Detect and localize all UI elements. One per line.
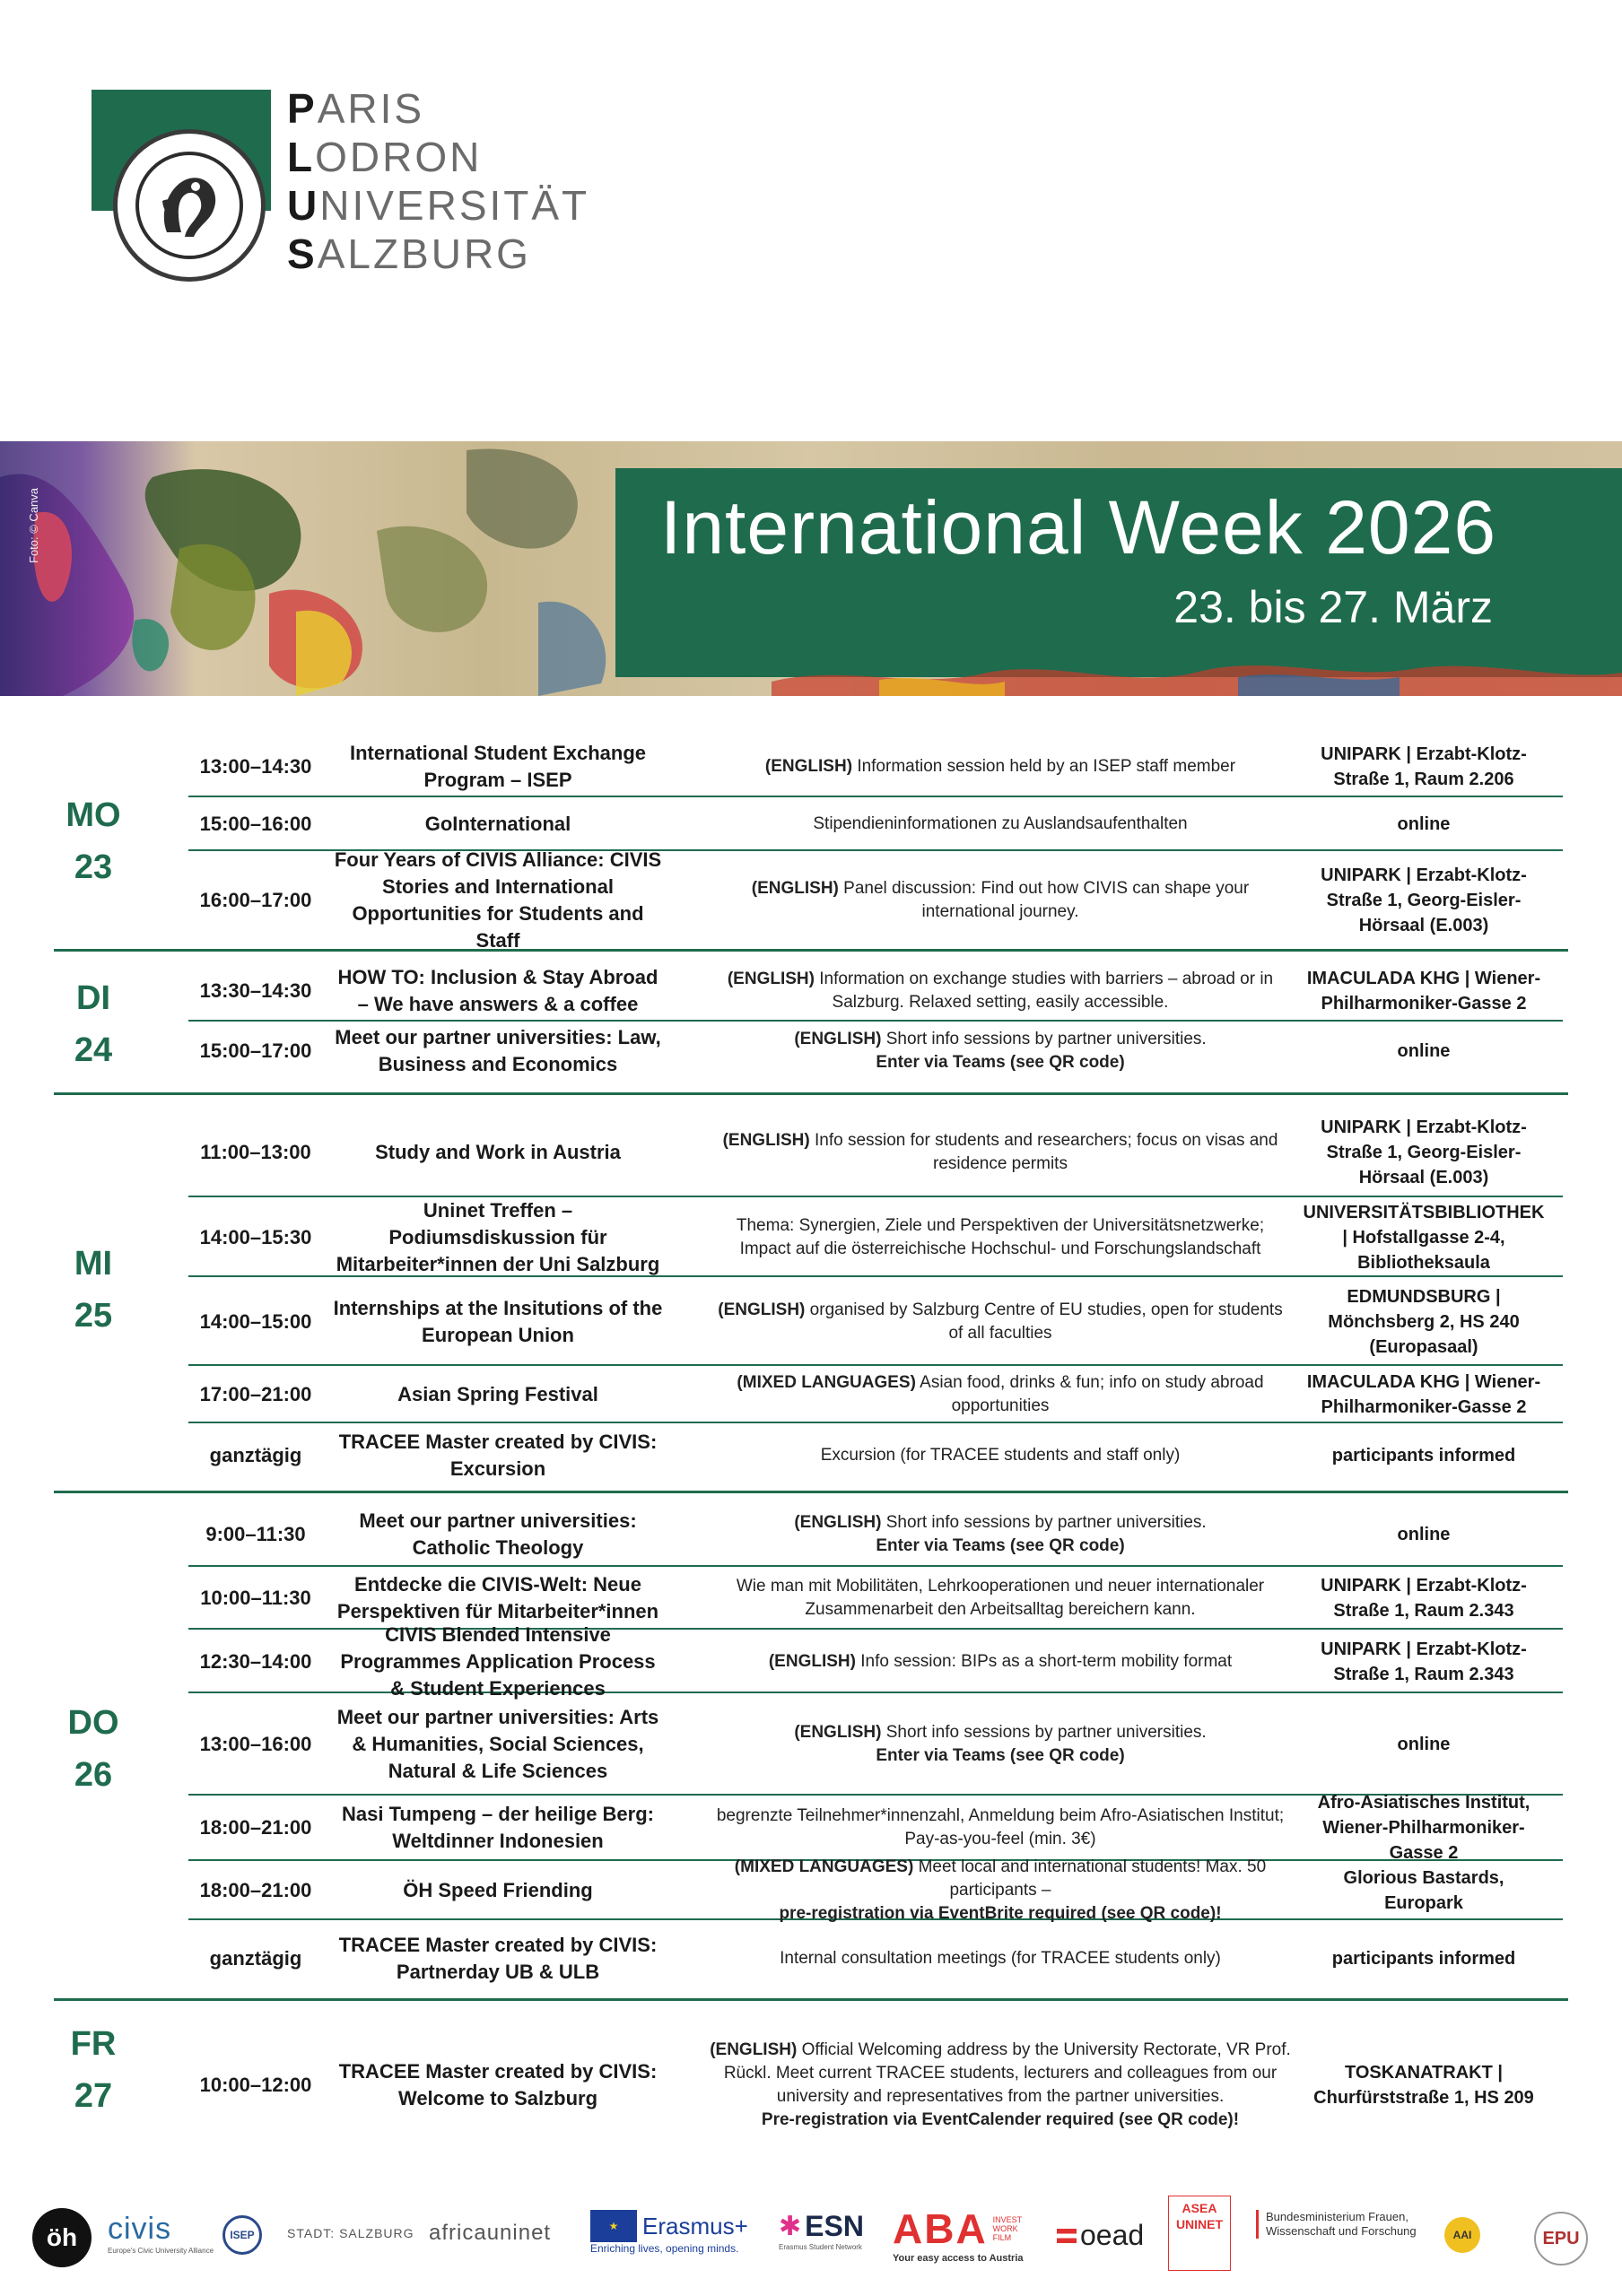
event-description (709, 1721, 1292, 1768)
epu-logo (1534, 2212, 1588, 2266)
event-location: UNIVERSITÄTSBIBLIOTHEK | Hofstallgasse 2-4, Bibliotheksaula (1303, 1203, 1545, 1273)
event-description (709, 968, 1292, 1014)
event-location: UNIPARK | Erzabt-Klotz-Straße 1, Georg-Eisler-Hörsaal (E.003) (1321, 865, 1527, 935)
event-time: 15:00–17:00 (199, 1039, 312, 1062)
erasmus-logo (590, 2210, 748, 2255)
event-title: Meet our partner universities: Catholic Theology (359, 1509, 637, 1559)
event-description-text: Thema: Synergien, Ziele und Perspektiven der Universitätsnetzwerke; Impact auf die österreichische Hochschul- und Forschungslandschaft (736, 1216, 1265, 1258)
aba-logo-text: ABA (893, 2205, 988, 2252)
day-number: 23 (74, 848, 113, 886)
event-location: IMACULADA KHG | Wiener-Philharmoniker-Gasse 2 (1306, 969, 1541, 1013)
event-title: TRACEE Master created by CIVIS: Welcome to Salzburg (338, 2060, 658, 2109)
event-language: (ENGLISH) (794, 1723, 882, 1742)
event-time: 14:00–15:30 (199, 1226, 312, 1248)
civis-logo-subtitle: Europe's Civic University Alliance (108, 2247, 214, 2255)
logo-line-paris: PARIS (287, 85, 425, 132)
day-number: 25 (74, 1297, 113, 1335)
event-title: Internships at the Insitutions of the European Union (333, 1297, 663, 1346)
event-row (188, 1279, 1563, 1365)
event-description-text: Stipendieninformationen zu Auslandsaufenthalten (813, 814, 1188, 833)
aba-logo-side: INVEST WORK FILM (992, 2215, 1023, 2242)
event-description-text: Panel discussion: Find out how CIVIS can shape your international journey. (843, 879, 1250, 921)
event-description-text: Information session held by an ISEP staff member (857, 757, 1236, 776)
event-row (188, 1793, 1563, 1863)
event-language: (MIXED LANGUAGES) (734, 1857, 914, 1876)
event-dates: 23. bis 27. März (1173, 582, 1493, 632)
event-time: 9:00–11:30 (205, 1523, 306, 1545)
day-separator (54, 1491, 1568, 1493)
event-title: Four Years of CIVIS Alliance: CIVIS Stories and International Opportunities for Students and Staff (334, 848, 662, 952)
event-description (709, 1371, 1292, 1418)
event-language: (ENGLISH) (794, 1030, 882, 1048)
event-row (188, 1568, 1563, 1629)
event-title: Meet our partner universities: Arts & Humanities, Social Sciences, Natural & Life Sciences (336, 1706, 659, 1782)
event-title: HOW TO: Inclusion & Stay Abroad – We have answers & a coffee (337, 966, 658, 1015)
event-row (188, 1503, 1563, 1566)
page-title: International Week 2026 (660, 485, 1497, 570)
event-description-text: Excursion (for TRACEE students and staff only) (820, 1446, 1181, 1465)
esn-star-icon: ✱ (779, 2212, 802, 2241)
epu-logo-text: EPU (1542, 2228, 1580, 2248)
event-row (188, 737, 1563, 796)
event-row (188, 961, 1563, 1021)
event-registration-note: Enter via Teams (see QR code) (876, 1053, 1125, 1072)
event-title: CIVIS Blended Intensive Programmes Application Process & Student Experiences (340, 1623, 656, 1700)
event-row (188, 1022, 1563, 1080)
event-registration-note: Pre-registration via EventCalender required (see QR code)! (761, 2110, 1240, 2129)
event-row (188, 1198, 1563, 1277)
event-location: participants informed (1331, 1949, 1516, 1969)
event-language: (ENGLISH) (722, 1131, 810, 1150)
asea-uninet-logo-text: ASEA UNINET (1175, 2201, 1224, 2231)
event-row (188, 1424, 1563, 1487)
day-separator (54, 1092, 1568, 1095)
event-description (709, 755, 1292, 778)
logo-line-lodron: LODRON (287, 134, 483, 180)
isep-logo-text: ISEP (230, 2229, 255, 2241)
event-location: online (1397, 1041, 1451, 1061)
event-location: online (1397, 814, 1451, 834)
day-label (54, 1697, 133, 1801)
event-description-text: Information on exchange studies with barriers – abroad or in Salzburg. Relaxed setting, easily accessible. (819, 970, 1274, 1012)
day-separator (54, 949, 1568, 952)
event-description (709, 1028, 1292, 1074)
event-language: (ENGLISH) (764, 757, 853, 776)
event-registration-note: Enter via Teams (see QR code) (876, 1536, 1125, 1555)
banner-bottom-paint (772, 655, 1622, 696)
event-time: 11:00–13:00 (200, 1141, 311, 1163)
oeh-logo (32, 2208, 92, 2267)
event-time: 17:00–21:00 (199, 1383, 312, 1405)
logo-line-universitaet: UNIVERSITÄT (287, 182, 590, 229)
event-language: (ENGLISH) (727, 970, 815, 988)
university-logo (92, 85, 594, 278)
africauninet-logo (429, 2221, 551, 2246)
civis-logo-text: civis (108, 2212, 172, 2246)
oead-logo-text: oead (1080, 2219, 1145, 2251)
event-time: 14:00–15:00 (199, 1310, 312, 1333)
sponsor-logos (27, 2196, 1597, 2276)
event-title: TRACEE Master created by CIVIS: Excursion (338, 1431, 658, 1480)
event-description-text: Internal consultation meetings (for TRACEE students only) (780, 1949, 1221, 1968)
oeh-logo-text: öh (46, 2223, 78, 2251)
esn-logo-text: ESN (805, 2210, 864, 2242)
event-time: 16:00–17:00 (199, 889, 312, 911)
aba-logo-subtitle: Your easy access to Austria (893, 2253, 1024, 2264)
event-description-text: Short info sessions by partner universities. (885, 1723, 1207, 1742)
event-description (709, 1805, 1292, 1851)
event-row (188, 1109, 1563, 1196)
eu-flag-icon: ★ (590, 2210, 637, 2242)
day-label (54, 972, 133, 1076)
event-description (709, 1856, 1292, 1926)
day-label (54, 789, 133, 893)
event-time: 15:00–16:00 (199, 813, 312, 835)
event-description-text: Asian food, drinks & fun; info on study abroad opportunities (920, 1373, 1264, 1415)
event-row (188, 2009, 1563, 2161)
event-language: (ENGLISH) (751, 879, 839, 898)
day-number: 26 (74, 1756, 113, 1794)
photo-credit: Foto: © Canva (27, 487, 40, 563)
event-time: 10:00–11:30 (200, 1587, 311, 1609)
isep-logo (222, 2215, 262, 2255)
event-location: online (1397, 1525, 1451, 1544)
event-time: ganztägig (209, 1947, 302, 1970)
esn-logo (779, 2210, 864, 2251)
austria-flag-icon (1057, 2229, 1077, 2243)
event-row (188, 848, 1563, 952)
event-location: UNIPARK | Erzabt-Klotz-Straße 1, Raum 2.343 (1321, 1576, 1527, 1621)
event-description (709, 813, 1292, 836)
day-separator (54, 1998, 1568, 2001)
event-description (709, 877, 1292, 924)
event-row (188, 1367, 1563, 1422)
day-abbr: DO (67, 1704, 119, 1742)
stadt-salzburg-logo-text: STADT: SALZBURG (287, 2226, 414, 2240)
logo-line-salzburg: SALZBURG (287, 230, 531, 277)
stadt-salzburg-logo (287, 2226, 414, 2240)
event-title: ÖH Speed Friending (403, 1879, 593, 1901)
event-row (188, 1857, 1563, 1923)
asea-uninet-logo (1168, 2196, 1231, 2271)
event-registration-note: pre-registration via EventBrite required (see QR code)! (779, 1904, 1222, 1923)
event-location: UNIPARK | Erzabt-Klotz-Straße 1, Raum 2.206 (1321, 744, 1527, 789)
event-location: IMACULADA KHG | Wiener-Philharmoniker-Gasse 2 (1306, 1372, 1541, 1417)
day-abbr: DI (76, 979, 110, 1017)
event-title: GoInternational (424, 813, 571, 835)
event-description (709, 1947, 1292, 1970)
aai-logo (1444, 2217, 1480, 2253)
event-description-text: Official Welcoming address by the University Rectorate, VR Prof. Rückl. Meet current TRACEE students, lecturers and colleagues from our university and representatives from the partner universities. (723, 2040, 1291, 2106)
event-language: (ENGLISH) (710, 2040, 798, 2059)
event-description-text: Wie man mit Mobilitäten, Lehrkooperationen und neuer internationaler Zusammenarbeit den Arbeitsalltag bereichern kann. (736, 1577, 1265, 1619)
event-title: Study and Work in Austria (375, 1141, 621, 1163)
event-location: online (1397, 1735, 1451, 1754)
event-location: Glorious Bastards, Europark (1343, 1868, 1504, 1913)
event-description-text: Short info sessions by partner universities. (885, 1030, 1207, 1048)
event-title: TRACEE Master created by CIVIS: Partnerday UB & ULB (338, 1934, 658, 1983)
event-location: participants informed (1331, 1446, 1516, 1465)
day-abbr: MO (65, 796, 121, 834)
event-location: Afro-Asiatisches Institut, Wiener-Philharmoniker-Gasse 2 (1317, 1793, 1530, 1863)
event-time: 13:30–14:30 (199, 979, 312, 1002)
event-time: ganztägig (209, 1444, 302, 1466)
day-abbr: FR (70, 2025, 117, 2063)
day-number: 27 (74, 2077, 113, 2115)
event-time: 18:00–21:00 (199, 1816, 312, 1839)
event-time: 18:00–21:00 (199, 1879, 312, 1901)
event-description-text: Short info sessions by partner universities. (885, 1513, 1207, 1532)
oead-logo (1057, 2219, 1144, 2252)
event-description (709, 1444, 1292, 1467)
event-title: Nasi Tumpeng – der heilige Berg: Weltdinner Indonesien (342, 1803, 654, 1852)
event-row (188, 1695, 1563, 1794)
event-description-text: Meet local and international students! Max. 50 participants – (918, 1857, 1267, 1900)
event-title: Uninet Treffen – Podiumsdiskussion für Mitarbeiter*innen der Uni Salzburg (336, 1199, 660, 1275)
event-description (709, 1129, 1292, 1176)
event-time: 12:30–14:00 (199, 1650, 312, 1673)
event-title: Meet our partner universities: Law, Business and Economics (335, 1026, 661, 1075)
event-row (188, 1921, 1563, 1996)
civis-logo (108, 2212, 214, 2255)
event-language: (ENGLISH) (794, 1513, 882, 1532)
event-location: TOSKANATRAKT | Churfürststraße 1, HS 209 (1313, 2063, 1534, 2108)
event-description (709, 2039, 1292, 2132)
bmfwf-logo (1256, 2210, 1418, 2239)
africauninet-logo-text: africauninet (429, 2221, 552, 2245)
day-abbr: MI (74, 1245, 113, 1283)
event-description-text: begrenzte Teilnehmer*innenzahl, Anmeldung beim Afro-Asiatischen Institut; Pay-as-you-feel (min. 3€) (716, 1806, 1285, 1848)
erasmus-logo-text: Erasmus+ (642, 2212, 748, 2239)
aai-logo-text: AAI (1452, 2229, 1472, 2241)
lion-seal-icon (113, 129, 266, 282)
event-language: (MIXED LANGUAGES) (737, 1373, 916, 1392)
event-time: 10:00–12:00 (199, 2074, 312, 2096)
aba-logo (893, 2205, 1031, 2264)
event-language: (ENGLISH) (718, 1300, 806, 1319)
day-number: 24 (74, 1031, 113, 1069)
event-title: Entdecke die CIVIS-Welt: Neue Perspektiven für Mitarbeiter*innen (336, 1573, 659, 1622)
event-location: EDMUNDSBURG | Mönchsberg 2, HS 240 (Europasaal) (1328, 1287, 1520, 1357)
event-row (188, 798, 1563, 850)
event-description (709, 1511, 1292, 1558)
bmfwf-logo-text: Bundesministerium Frauen, Wissenschaft und Forschung (1266, 2210, 1417, 2238)
event-description-text: organised by Salzburg Centre of EU studies, open for students of all faculties (809, 1300, 1283, 1343)
day-label (54, 1238, 133, 1342)
event-description (709, 1575, 1292, 1622)
event-time: 13:00–16:00 (199, 1733, 312, 1755)
event-description (709, 1650, 1292, 1674)
event-description (709, 1214, 1292, 1261)
event-title: Asian Spring Festival (397, 1383, 598, 1405)
event-language: (ENGLISH) (768, 1652, 856, 1671)
event-row (188, 1623, 1563, 1700)
event-description-text: Info session for students and researchers; focus on visas and residence permits (814, 1131, 1278, 1173)
event-registration-note: Enter via Teams (see QR code) (876, 1746, 1125, 1765)
esn-logo-subtitle: Erasmus Student Network (779, 2243, 862, 2251)
logo-wordmark (287, 84, 589, 278)
event-title: International Student Exchange Program – ISEP (349, 742, 647, 791)
erasmus-logo-subtitle: Enriching lives, opening minds. (590, 2242, 739, 2255)
event-description-text: Info session: BIPs as a short-term mobility format (860, 1652, 1233, 1671)
day-label (54, 2018, 133, 2122)
event-location: UNIPARK | Erzabt-Klotz-Straße 1, Georg-Eisler-Hörsaal (E.003) (1321, 1118, 1527, 1187)
event-location: UNIPARK | Erzabt-Klotz-Straße 1, Raum 2.343 (1321, 1639, 1527, 1684)
event-description (709, 1299, 1292, 1345)
event-time: 13:00–14:30 (199, 755, 312, 778)
